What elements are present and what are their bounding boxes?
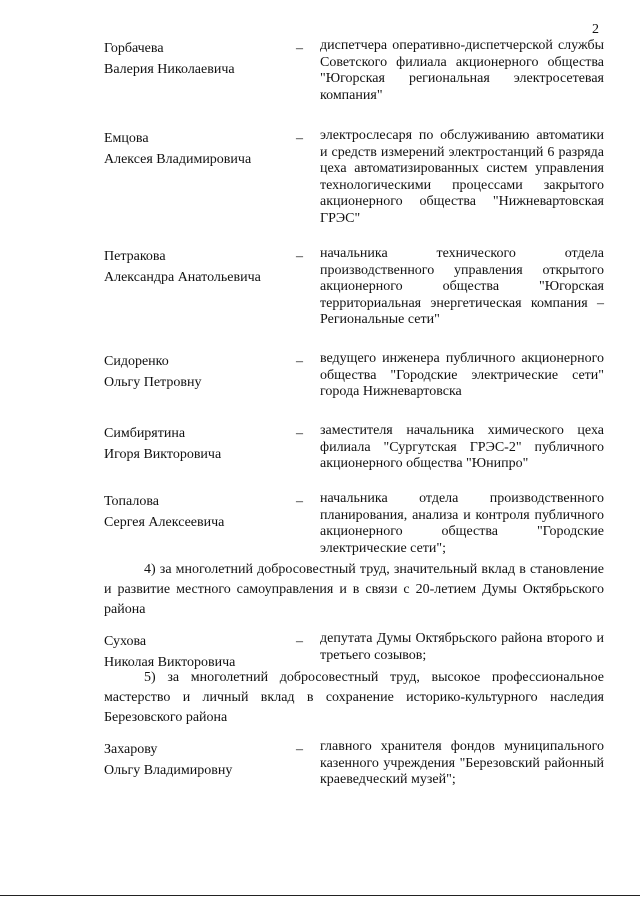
separator-dash: – [296,426,303,441]
section-paragraph-4: 4) за многолетний добросовестный труд, значительный вклад в становление и развитие местного самоуправления и в связи с 20-летием Думы Октябрьского района [104,562,604,617]
page-number: 2 [592,22,599,37]
recipient-name [104,491,284,533]
recipient-surname: Емцова [104,131,149,146]
separator-dash: – [296,41,303,56]
recipient-name [104,631,284,673]
recipient-surname: Сидоренко [104,354,169,369]
recipient-position: диспетчера оперативно-диспетчерской службы Советского филиала акционерного общества "Югорская региональная электросетевая компания" [320,38,604,103]
recipient-name [104,739,284,781]
recipient-surname: Симбирятина [104,426,186,441]
separator-dash: – [296,249,303,264]
recipient-position: ведущего инженера публичного акционерного общества "Городские электрические сети" города Нижневартовска [320,351,604,400]
recipient-position: заместителя начальника химического цеха филиала "Сургутская ГРЭС-2" публичного акционерного общества "Юнипро" [320,423,604,472]
recipient-surname: Захарову [104,742,158,757]
section-paragraph-5: 5) за многолетний добросовестный труд, высокое профессиональное мастерство и личный вклад в сохранение историко-культурного наследия Березовского района [104,670,604,725]
separator-dash: – [296,742,303,757]
recipient-given-names: Александра Анатольевича [104,270,261,285]
recipient-name [104,246,284,288]
recipient-given-names: Игоря Викторовича [104,447,222,462]
recipient-position: депутата Думы Октябрьского района второго и третьего созывов; [320,631,604,663]
recipient-given-names: Николая Викторовича [104,655,236,670]
recipient-given-names: Валерия Николаевича [104,62,235,77]
recipient-position: начальника технического отдела производственного управления открытого акционерного общества "Югорская территориальная энергетическая компания – Региональные сети" [320,246,604,328]
recipient-name [104,38,284,80]
separator-dash: – [296,354,303,369]
separator-dash: – [296,494,303,509]
recipient-surname: Горбачева [104,41,164,56]
recipient-name [104,423,284,465]
recipient-position: электрослесаря по обслуживанию автоматики и средств измерений электростанций 6 разряда цеха автоматизированных систем управления технологическими процессами закрытого акционерного общества "Нижневартовская ГРЭС" [320,128,604,226]
footer-divider [0,895,640,896]
recipient-name [104,351,284,393]
recipient-position: главного хранителя фондов муниципального казенного учреждения "Березовский районный краеведческий музей"; [320,739,604,788]
recipient-given-names: Ольгу Петровну [104,375,202,390]
recipient-name [104,128,284,170]
recipient-surname: Топалова [104,494,159,509]
recipient-surname: Сухова [104,634,147,649]
recipient-given-names: Ольгу Владимировну [104,763,233,778]
recipient-given-names: Сергея Алексеевича [104,515,225,530]
separator-dash: – [296,131,303,146]
recipient-surname: Петракова [104,249,166,264]
recipient-given-names: Алексея Владимировича [104,152,252,167]
recipient-position: начальника отдела производственного планирования, анализа и контроля публичного акционерного общества "Городские электрические сети"; [320,491,604,556]
separator-dash: – [296,634,303,649]
